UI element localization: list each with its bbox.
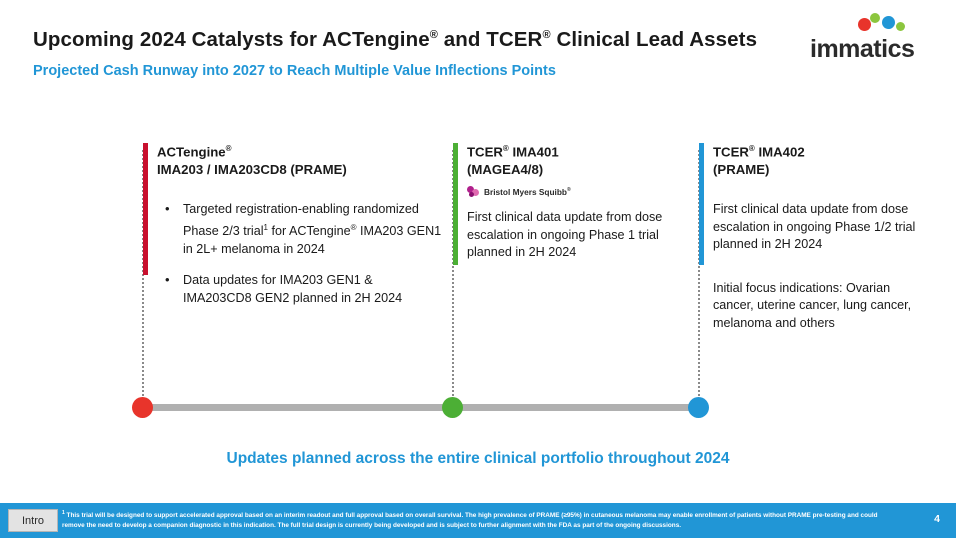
list-item [157,201,443,258]
list-item [157,272,443,307]
footnote-marker-icon: 1 [263,222,268,232]
page-number: 4 [934,513,940,525]
timeline-node-ima401 [442,397,463,418]
bms-mark-icon [467,186,480,199]
bullet-2-text: Data updates for IMA203 GEN1 & IMA203CD8 GEN2 planned in 2H 2024 [183,273,403,305]
timeline-node-ima402 [688,397,709,418]
bullet-1-text-c: IMA203 GEN1 in 2L+ melanoma in 2024 [183,224,442,256]
bms-wordmark-text: Bristol Myers Squibb [484,187,567,198]
immatics-logo [810,13,930,65]
page-subtitle: Projected Cash Runway into 2027 to Reach Multiple Value Inflections Points [33,63,556,79]
column-1-heading [157,140,443,179]
title-text-1: Upcoming 2024 Catalysts for ACTengine [33,28,430,51]
column-1-bullet-list [157,201,443,307]
registered-mark-icon: ® [566,187,571,194]
registered-mark-icon: ® [748,144,755,153]
footnote-marker-icon: 1 [62,510,65,516]
column-accent-bar-red [143,143,148,275]
logo-wordmark: immatics [810,35,915,63]
column-ima401 [453,140,693,276]
column-1-heading-line2: IMA203 / IMA203CD8 (PRAME) [157,162,347,178]
column-3-paragraph-1: First clinical data update from dose escalation in ongoing Phase 1/2 trial planned in 2H 2024 [713,202,916,252]
column-2-body [467,209,693,262]
column-3-heading-line2: (PRAME) [713,162,770,178]
column-2-heading-line2: (MAGEA4/8) [467,162,544,178]
logo-dots-icon [858,13,914,35]
page-title [33,28,757,52]
footnote-body: This trial will be designed to support accelerated approval based on an interim readout and full approval based on overall survival. The high prevalence of PRAME (≥95%) in cutaneous melanoma may enable enrollment of patients without PRAME pre-testing and could remove the need to develop a companion diagnostic in this indication. The full trial design is currently being developed and is subject to further alignment with the FDA as part of the ongoing discussions. [62,512,878,530]
column-2-heading-line1: TCER [467,144,503,160]
column-accent-bar-blue [699,143,704,265]
registered-mark-icon: ® [350,222,357,232]
footnote-text [62,508,892,531]
bristol-myers-squibb-logo [467,185,693,199]
column-3-body [713,201,929,332]
timeline-track [143,404,699,411]
bms-wordmark [484,187,571,197]
column-1-body [157,201,443,307]
timeline-node-actengine [132,397,153,418]
summary-callout: Updates planned across the entire clinical portfolio throughout 2024 [226,450,730,467]
bullet-1-text-a: Targeted registration-enabling randomized Phase 2/3 trial [183,202,419,239]
registered-mark-1: ® [429,29,438,42]
footer-bar [0,503,956,538]
column-3-heading [713,140,929,179]
registered-mark-icon: ® [502,144,509,153]
column-2-heading-line1b: IMA401 [508,144,559,160]
column-accent-bar-green [453,143,458,265]
column-actengine [143,140,443,321]
column-ima402 [699,140,929,346]
intro-tab-button[interactable]: Intro [8,509,58,532]
column-3-paragraph-2: Initial focus indications: Ovarian cancer, uterine cancer, lung cancer, melanoma and others [713,280,912,330]
column-2-paragraph-1: First clinical data update from dose escalation in ongoing Phase 1 trial planned in 2H 2024 [467,210,663,260]
bullet-1-text-b: for ACTengine [267,224,351,239]
column-3-heading-line1: TCER [713,144,749,160]
registered-mark-2: ® [542,29,551,42]
title-text-3: Clinical Lead Assets [550,28,758,51]
column-1-heading-line1: ACTengine [157,144,226,160]
registered-mark-icon: ® [225,144,232,153]
title-text-2: and TCER [437,28,543,51]
column-2-heading [467,140,693,179]
column-3-heading-line1b: IMA402 [754,144,805,160]
